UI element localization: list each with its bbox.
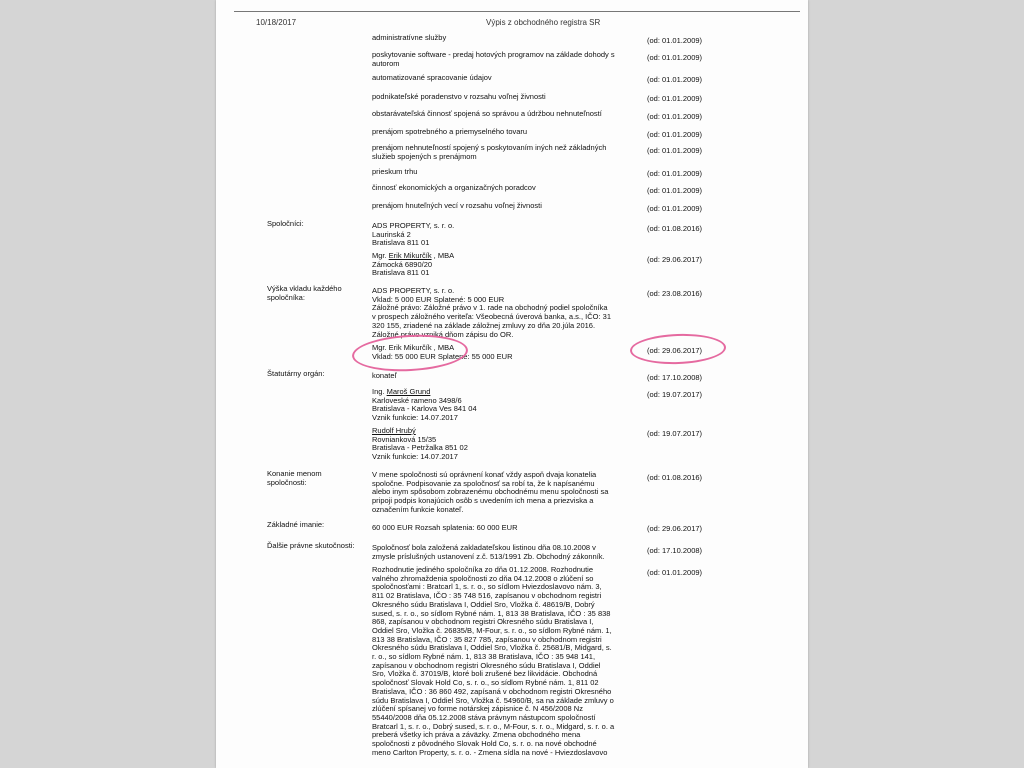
text-line: zapísanou v obchodnom registri Okresného súdu Bratislava I, Oddiel bbox=[372, 660, 601, 670]
label-line: Konanie menom bbox=[267, 469, 322, 478]
member-street: Rovnianková 15/35 bbox=[372, 434, 437, 444]
deposit-partner: ADS PROPERTY, s. r. o. bbox=[372, 286, 455, 295]
member-name: Rudolf Hrubý bbox=[372, 426, 416, 435]
member-street: Karloveské rameno 3498/6 bbox=[372, 395, 462, 405]
activity-text: poskytovanie software - predaj hotových programov na základe dohody s autorom bbox=[372, 50, 615, 68]
document-title: Výpis z obchodného registra SR bbox=[486, 18, 601, 27]
highlight-circle bbox=[630, 332, 727, 365]
text-line: Sro, Vložka č. 37019/B, ktoré boli zrušené bez likvidácie. Obchodná bbox=[372, 669, 598, 679]
activity-text: prieskum trhu bbox=[372, 167, 418, 176]
text-line: V mene spoločnosti sú oprávnení konať vždy aspoň dvaja konatelia bbox=[372, 470, 597, 479]
highlight-circle bbox=[351, 332, 469, 374]
text-line: spoločnosťami : Bratcarl 1, s. r. o., so sídlom Hviezdoslavovo nám. 3, bbox=[372, 582, 602, 592]
text-line: Bratislava, IČO : 36 860 492, zapísaná v obchodnom registri Okresného bbox=[372, 686, 612, 696]
partner-city: Bratislava 811 01 bbox=[372, 238, 430, 248]
text-line: r. o., so sídlom Rybné nám. 1, 813 38 Bratislava, IČO : 35 948 141, bbox=[372, 652, 596, 662]
pledge-text: v prospech záložného veriteľa: Všeobecná úverová banka, a.s., IČO: 31 bbox=[372, 312, 611, 322]
partner-entry bbox=[372, 222, 454, 248]
partner-entry bbox=[372, 252, 454, 278]
text-line: 55440/2008 dňa 05.12.2008 stáva právnym nástupcom spoločností bbox=[372, 712, 596, 722]
capital-date: (od: 29.06.2017) bbox=[647, 524, 703, 533]
text-line: súdu Bratislava I, Oddiel Sro, Vložka č. 54960/B, sa na základe zmluvy o bbox=[372, 695, 614, 705]
text-line: Okresného súdu Bratislava I, Oddiel Sro, Vložka č. 25681/B, Midgard, s. bbox=[372, 643, 612, 653]
print-date: 10/18/2017 bbox=[256, 18, 297, 27]
board-role: konateľ bbox=[372, 371, 397, 380]
text-line: Bratcarl 1, s. r. o., Dobrý sused, s. r. o., M-Four, s. r. o., Midgard, s. r. o. a bbox=[372, 721, 615, 731]
text-line: 868, zapísanou v obchodnom registri Okresného súdu Bratislava I, bbox=[372, 617, 594, 627]
text-line: 813 38 Bratislava, IČO : 35 827 785, zapísanou v obchodnom registri bbox=[372, 634, 602, 644]
board-member bbox=[372, 427, 468, 462]
activity-date: (od: 01.01.2009) bbox=[647, 186, 703, 195]
activity-date: (od: 01.01.2009) bbox=[647, 75, 703, 84]
text-line: sused, s. r. o., so sídlom Rybné nám. 1, 813 38 Bratislava, IČO : 35 838 bbox=[372, 608, 611, 618]
pledge-text: Záložné právo vzniká dňom zápisu do OR. bbox=[372, 329, 514, 339]
board-member bbox=[372, 388, 477, 423]
text-line: preberá všetky ich práva a záväzky. Zmena obchodného mena bbox=[372, 730, 581, 740]
section-label-deposit bbox=[267, 285, 342, 302]
section-label-other-facts: Ďalšie právne skutočnosti: bbox=[267, 541, 355, 550]
activity-date: (od: 01.01.2009) bbox=[647, 130, 703, 139]
partner-date: (od: 29.06.2017) bbox=[647, 255, 703, 264]
other-fact bbox=[372, 544, 605, 561]
activity-date: (od: 01.01.2009) bbox=[647, 112, 703, 121]
text-line: valného zhromaždenia spoločnosti zo dňa 04.12.2008 o zlúčení so bbox=[372, 573, 594, 583]
acting-date: (od: 01.08.2016) bbox=[647, 473, 703, 482]
text-line: pripoji podpis konajúcich osôb s uvedením ich mena a priezviska a bbox=[372, 496, 594, 506]
text-line: spoločnosti z pôvodného Slovak Hold Co, s. r. o. na nové obchodné bbox=[372, 739, 597, 749]
text-line: Spoločnosť bola založená zakladateľskou listinou dňa 08.10.2008 v bbox=[372, 543, 596, 552]
pledge-text: Záložné právo: Záložné právo v 1. rade na obchodný podiel spoločníka bbox=[372, 303, 608, 313]
member-since: Vznik funkcie: 14.07.2017 bbox=[372, 413, 458, 423]
text-line: zlúčení spísanej vo forme notárskej zápisnice č. N 456/2008 Nz bbox=[372, 704, 583, 714]
pledge-text: 320 155, zriadené na základe záložnej zmluvy zo dňa 20.júla 2016. bbox=[372, 320, 596, 330]
text-line: spoločnosť Slovak Hold Co, s. r. o., so sídlom Rybné nám. 1, 811 02 bbox=[372, 678, 599, 688]
activity-text: automatizované spracovanie údajov bbox=[372, 73, 492, 82]
text-line: alebo inym spôsobom zobrazenému obchodnému menu spoločnosti sa bbox=[372, 487, 609, 497]
other-fact bbox=[372, 566, 614, 757]
header-rule bbox=[234, 11, 800, 12]
text-line: meno Carlton Property, s. r. o. - Zmena sídla na nové - Hviezdoslavovo bbox=[372, 747, 608, 757]
activity-date: (od: 01.01.2009) bbox=[647, 146, 703, 155]
partner-title: Mgr. bbox=[372, 251, 389, 260]
partner-street: Laurinská 2 bbox=[372, 229, 411, 239]
activity-date: (od: 01.01.2009) bbox=[647, 204, 703, 213]
partner-street: Zámocká 6890/20 bbox=[372, 259, 433, 269]
label-line: Výška vkladu každého bbox=[267, 284, 342, 293]
label-line: spoločnosti: bbox=[267, 477, 307, 487]
activity-text: prenájom spotrebného a priemyselného tovaru bbox=[372, 127, 528, 136]
activity-text: činnosť ekonomických a organizačných poradcov bbox=[372, 183, 536, 192]
activity-text: prenájom hnuteľných vecí v rozsahu voľnej živnosti bbox=[372, 201, 542, 210]
member-title: Ing. bbox=[372, 387, 387, 396]
activity-text: prenájom nehnuteľností spojený s poskytovaním iných než základných služieb spojených s prenájmom bbox=[372, 143, 607, 161]
activity-text: obstarávateľská činnosť spojená so správou a údržbou nehnuteľností bbox=[372, 109, 602, 118]
member-city: Bratislava - Karlova Ves 841 04 bbox=[372, 404, 477, 414]
document-page bbox=[216, 0, 808, 768]
section-label-acting bbox=[267, 470, 322, 487]
deposit-date: (od: 29.06.2017) bbox=[647, 346, 703, 355]
section-label-partners: Spoločníci: bbox=[267, 219, 304, 228]
activity-date: (od: 01.01.2009) bbox=[647, 94, 703, 103]
text-line: zmysle príslušných ustanovení z.č. 513/1991 Zb. Obchodný zákonník. bbox=[372, 551, 605, 561]
activity-text: administratívne služby bbox=[372, 33, 447, 42]
deposit-date: (od: 23.08.2016) bbox=[647, 289, 703, 298]
label-line: spoločníka: bbox=[267, 292, 305, 302]
other-fact-date: (od: 17.10.2008) bbox=[647, 546, 703, 555]
text-line: Okresného súdu Bratislava I, Oddiel Sro, Vložka č. 48619/B, Dobrý bbox=[372, 599, 595, 609]
partner-name: Erik Mikurčík bbox=[388, 251, 432, 260]
activity-date: (od: 01.01.2009) bbox=[647, 36, 703, 45]
section-label-capital: Základné imanie: bbox=[267, 520, 325, 529]
board-date: (od: 17.10.2008) bbox=[647, 373, 703, 382]
partner-suffix: , MBA bbox=[431, 251, 455, 260]
text-line: spoločne. Podpisovanie za spoločnosť sa robí ta, že k napísanému bbox=[372, 478, 595, 488]
text-line: Rozhodnutie jediného spoločníka zo dňa 01.12.2008. Rozhodnutie bbox=[372, 565, 594, 574]
section-label-board: Štatutárny orgán: bbox=[267, 369, 325, 378]
deposit-amount: Vklad: 55 000 EUR Splatené: 55 000 EUR bbox=[372, 351, 513, 361]
activity-text: podnikateľské poradenstvo v rozsahu voľnej živnosti bbox=[372, 92, 546, 101]
partner-name: ADS PROPERTY, s. r. o. bbox=[372, 221, 455, 230]
deposit-amount: Vklad: 5 000 EUR Splatené: 5 000 EUR bbox=[372, 294, 505, 304]
member-since: Vznik funkcie: 14.07.2017 bbox=[372, 452, 458, 462]
partner-date: (od: 01.08.2016) bbox=[647, 224, 703, 233]
activity-date: (od: 01.01.2009) bbox=[647, 169, 703, 178]
member-name: Maroš Grund bbox=[386, 387, 431, 396]
deposit-partner: Mgr. Erik Mikurčík , MBA bbox=[372, 343, 455, 352]
activity-date: (od: 01.01.2009) bbox=[647, 53, 703, 62]
board-date: (od: 19.07.2017) bbox=[647, 429, 703, 438]
capital-text: 60 000 EUR Rozsah splatenia: 60 000 EUR bbox=[372, 523, 518, 532]
text-line: Oddiel Sro, Vložka č. 26835/B, M-Four, s. r. o., so sídlom Rybné nám. 1, bbox=[372, 625, 612, 635]
acting-text bbox=[372, 471, 608, 515]
text-line: označením funkcie konateľ. bbox=[372, 504, 464, 514]
text-line: 811 02 Bratislava, IČO : 35 748 516, zapísanou v obchodnom registri bbox=[372, 591, 602, 601]
board-date: (od: 19.07.2017) bbox=[647, 390, 703, 399]
partner-city: Bratislava 811 01 bbox=[372, 268, 430, 278]
member-city: Bratislava - Petržalka 851 02 bbox=[372, 443, 468, 453]
deposit-entry bbox=[372, 287, 611, 339]
other-fact-date: (od: 01.01.2009) bbox=[647, 568, 703, 577]
